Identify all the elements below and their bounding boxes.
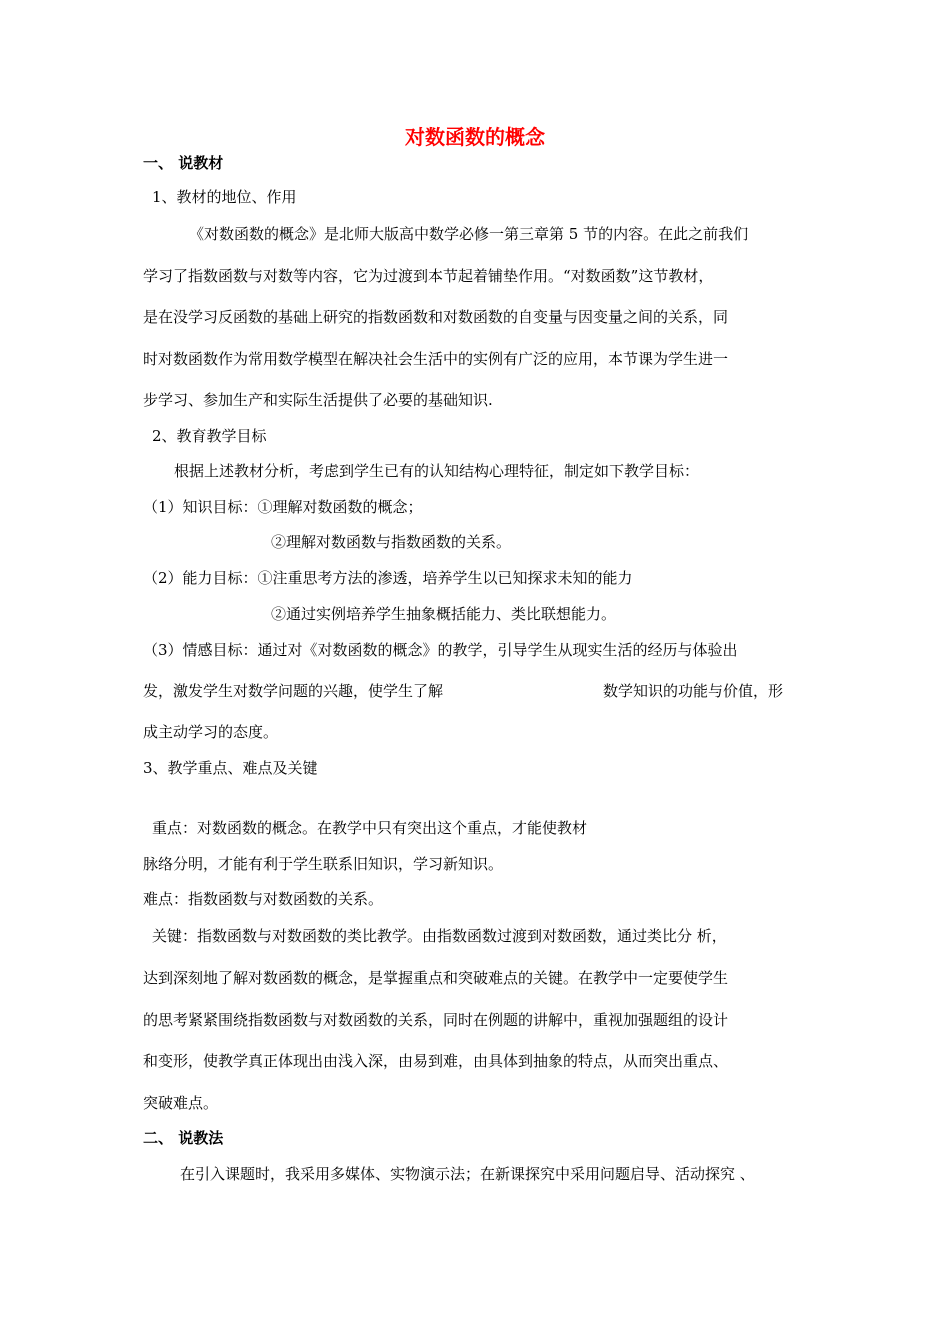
section-heading-2: 二、 说教法 bbox=[143, 1129, 224, 1147]
paragraph-line: 《对数函数的概念》是北师大版高中数学必修一第三章第 5 节的内容。在此之前我们 bbox=[189, 225, 749, 243]
paragraph-line: 根据上述教材分析，考虑到学生已有的认知结构心理特征，制定如下教学目标： bbox=[174, 462, 700, 480]
key-line: 和变形，使教学真正体现出由浅入深，由易到难，由具体到抽象的特点，从而突出重点、 bbox=[143, 1052, 729, 1070]
paragraph-line: 学习了指数函数与对数等内容，它为过渡到本节起着铺垫作用。“对数函数”这节教材， bbox=[143, 267, 714, 285]
goal-emotion-2b: 数学知识的功能与价值，形 bbox=[603, 682, 784, 700]
subheading-1-2: 2、教育教学目标 bbox=[152, 427, 267, 445]
goal-ability: （2）能力目标：①注重思考方法的渗透，培养学生以已知探求未知的能力 bbox=[143, 569, 633, 587]
key-line: 关键：指数函数与对数函数的类比教学。由指数函数过渡到对数函数，通过类比分 析， bbox=[152, 927, 727, 945]
paragraph-line: 时对数函数作为常用数学模型在解决社会生活中的实例有广泛的应用，本节课为学生进一 bbox=[143, 350, 729, 368]
goal-knowledge-2: ②理解对数函数与指数函数的关系。 bbox=[271, 533, 512, 551]
difficulty: 难点：指数函数与对数函数的关系。 bbox=[143, 890, 384, 908]
key-point: 重点：对数函数的概念。在教学中只有突出这个重点，才能使教材 bbox=[152, 819, 588, 837]
goal-emotion: （3）情感目标：通过对《对数函数的概念》的教学，引导学生从现实生活的经历与体验出 bbox=[143, 641, 738, 659]
goal-knowledge: （1）知识目标：①理解对数函数的概念； bbox=[143, 498, 423, 516]
paragraph-line: 是在没学习反函数的基础上研究的指数函数和对数函数的自变量与因变量之间的关系，同 bbox=[143, 308, 729, 326]
subheading-1-3: 3、教学重点、难点及关键 bbox=[143, 759, 318, 777]
key-line: 突破难点。 bbox=[143, 1094, 219, 1112]
key-line: 达到深刻地了解对数函数的概念，是掌握重点和突破难点的关键。在教学中一定要使学生 bbox=[143, 969, 729, 987]
key-line: 的思考紧紧围绕指数函数与对数函数的关系，同时在例题的讲解中，重视加强题组的设计 bbox=[143, 1011, 729, 1029]
paragraph-line: 在引入课题时，我采用多媒体、实物演示法；在新课探究中采用问题启导、活动探究 、 bbox=[180, 1165, 755, 1183]
goal-ability-2: ②通过实例培养学生抽象概括能力、类比联想能力。 bbox=[271, 605, 617, 623]
subheading-1-1: 1、教材的地位、作用 bbox=[152, 188, 297, 206]
section-heading-1: 一、 说教材 bbox=[143, 154, 224, 172]
page-title: 对数函数的概念 bbox=[405, 125, 545, 149]
key-point-2: 脉络分明，才能有利于学生联系旧知识，学习新知识。 bbox=[143, 855, 504, 873]
goal-emotion-2a: 发，激发学生对数学问题的兴趣，使学生了解 bbox=[143, 682, 444, 700]
goal-emotion-3: 成主动学习的态度。 bbox=[143, 723, 279, 741]
paragraph-line: 步学习、参加生产和实际生活提供了必要的基础知识. bbox=[143, 391, 493, 409]
